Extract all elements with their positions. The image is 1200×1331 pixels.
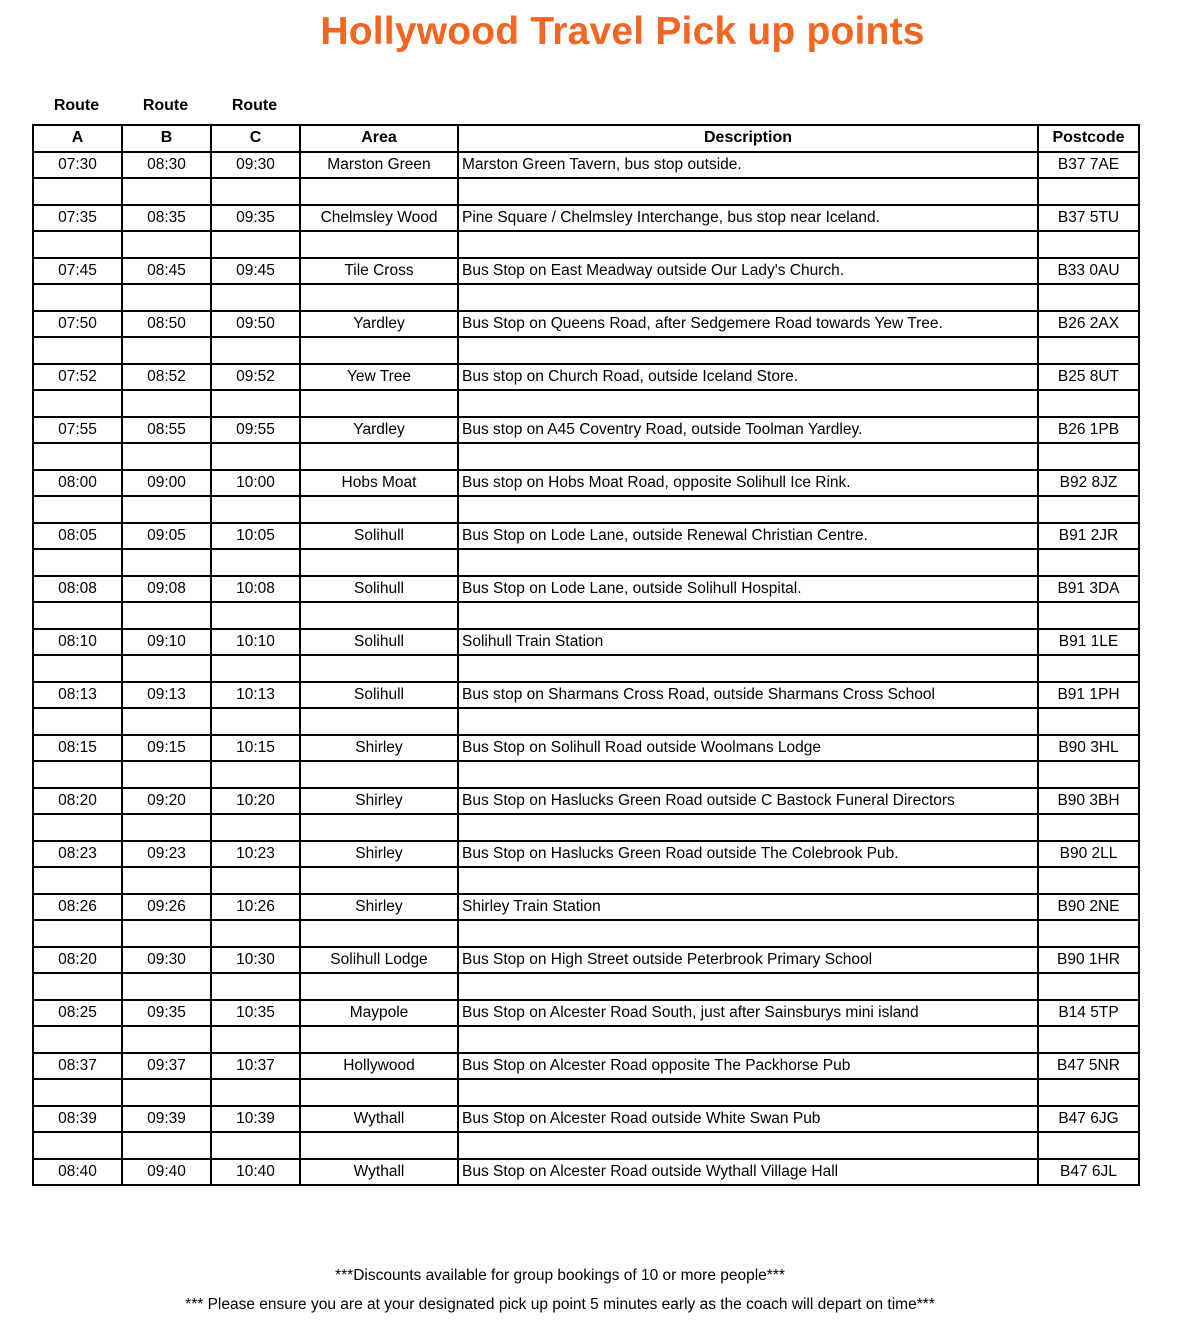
empty-cell bbox=[33, 178, 122, 205]
route-b-time: 09:23 bbox=[122, 841, 211, 868]
route-label-b: Route bbox=[142, 97, 189, 114]
postcode-cell: B25 8UT bbox=[1038, 364, 1139, 391]
spacer-row bbox=[33, 1026, 1139, 1053]
empty-cell bbox=[211, 496, 300, 523]
route-c-time: 09:30 bbox=[211, 152, 300, 179]
empty-cell bbox=[1038, 920, 1139, 947]
empty-cell bbox=[1038, 814, 1139, 841]
empty-cell bbox=[33, 1026, 122, 1053]
empty-cell bbox=[122, 920, 211, 947]
empty-cell bbox=[211, 867, 300, 894]
area-cell: Shirley bbox=[300, 841, 458, 868]
empty-cell bbox=[300, 178, 458, 205]
empty-cell bbox=[211, 1079, 300, 1106]
spacer-row bbox=[33, 867, 1139, 894]
empty-cell bbox=[211, 814, 300, 841]
empty-cell bbox=[122, 1026, 211, 1053]
area-cell: Shirley bbox=[300, 735, 458, 762]
route-b-time: 09:05 bbox=[122, 523, 211, 550]
route-b-time: 08:45 bbox=[122, 258, 211, 285]
route-a-time: 08:05 bbox=[33, 523, 122, 550]
route-a-time: 07:35 bbox=[33, 205, 122, 232]
route-b-time: 08:50 bbox=[122, 311, 211, 338]
route-b-time: 08:52 bbox=[122, 364, 211, 391]
route-c-time: 10:08 bbox=[211, 576, 300, 603]
empty-cell bbox=[122, 443, 211, 470]
spacer-row bbox=[33, 708, 1139, 735]
empty-cell bbox=[122, 231, 211, 258]
route-a-time: 08:40 bbox=[33, 1159, 122, 1186]
area-cell: Marston Green bbox=[300, 152, 458, 179]
empty-cell bbox=[300, 867, 458, 894]
route-b-time: 09:15 bbox=[122, 735, 211, 762]
empty-cell bbox=[122, 761, 211, 788]
description-cell: Bus Stop on Alcester Road South, just after Sainsburys mini island bbox=[458, 1000, 1038, 1027]
table-row bbox=[33, 152, 1139, 179]
postcode-cell: B26 2AX bbox=[1038, 311, 1139, 338]
spacer-row bbox=[33, 655, 1139, 682]
postcode-cell: B91 3DA bbox=[1038, 576, 1139, 603]
description-cell: Bus stop on Church Road, outside Iceland Store. bbox=[458, 364, 1038, 391]
route-a-time: 07:55 bbox=[33, 417, 122, 444]
route-c-time: 09:35 bbox=[211, 205, 300, 232]
description-cell: Bus Stop on Alcester Road outside Wythall Village Hall bbox=[458, 1159, 1038, 1186]
empty-cell bbox=[300, 973, 458, 1000]
spacer-row bbox=[33, 496, 1139, 523]
postcode-cell: B47 6JG bbox=[1038, 1106, 1139, 1133]
pickup-points-table bbox=[32, 124, 1140, 1186]
route-a-time: 08:26 bbox=[33, 894, 122, 921]
empty-cell bbox=[458, 390, 1038, 417]
route-a-time: 08:08 bbox=[33, 576, 122, 603]
empty-cell bbox=[122, 1079, 211, 1106]
empty-cell bbox=[458, 655, 1038, 682]
table-row bbox=[33, 523, 1139, 550]
area-cell: Hollywood bbox=[300, 1053, 458, 1080]
description-cell: Bus Stop on Lode Lane, outside Solihull Hospital. bbox=[458, 576, 1038, 603]
route-c-time: 10:26 bbox=[211, 894, 300, 921]
route-c-time: 09:55 bbox=[211, 417, 300, 444]
route-b-time: 09:10 bbox=[122, 629, 211, 656]
empty-cell bbox=[1038, 284, 1139, 311]
punctuality-note: *** Please ensure you are at your designated pick up point 5 minutes early as the coach will depart on time*** bbox=[185, 1296, 935, 1313]
spacer-row bbox=[33, 973, 1139, 1000]
empty-cell bbox=[33, 1132, 122, 1159]
empty-cell bbox=[33, 549, 122, 576]
area-cell: Solihull bbox=[300, 523, 458, 550]
empty-cell bbox=[1038, 1079, 1139, 1106]
empty-cell bbox=[211, 602, 300, 629]
table-row bbox=[33, 470, 1139, 497]
empty-cell bbox=[122, 867, 211, 894]
description-cell: Bus stop on Sharmans Cross Road, outside Sharmans Cross School bbox=[458, 682, 1038, 709]
empty-cell bbox=[1038, 867, 1139, 894]
empty-cell bbox=[300, 337, 458, 364]
empty-cell bbox=[211, 178, 300, 205]
route-a-time: 08:39 bbox=[33, 1106, 122, 1133]
empty-cell bbox=[300, 231, 458, 258]
route-c-time: 09:45 bbox=[211, 258, 300, 285]
empty-cell bbox=[33, 390, 122, 417]
empty-cell bbox=[1038, 602, 1139, 629]
spacer-row bbox=[33, 284, 1139, 311]
empty-cell bbox=[300, 549, 458, 576]
spacer-row bbox=[33, 814, 1139, 841]
area-cell: Maypole bbox=[300, 1000, 458, 1027]
table-row bbox=[33, 629, 1139, 656]
route-b-time: 08:30 bbox=[122, 152, 211, 179]
table-row bbox=[33, 788, 1139, 815]
empty-cell bbox=[300, 814, 458, 841]
empty-cell bbox=[33, 814, 122, 841]
empty-cell bbox=[458, 814, 1038, 841]
empty-cell bbox=[211, 443, 300, 470]
empty-cell bbox=[122, 655, 211, 682]
empty-cell bbox=[300, 284, 458, 311]
postcode-cell: B47 5NR bbox=[1038, 1053, 1139, 1080]
column-header-route-b: B bbox=[122, 125, 211, 152]
empty-cell bbox=[458, 867, 1038, 894]
empty-cell bbox=[300, 708, 458, 735]
empty-cell bbox=[458, 549, 1038, 576]
empty-cell bbox=[122, 814, 211, 841]
table-row bbox=[33, 311, 1139, 338]
route-b-time: 09:40 bbox=[122, 1159, 211, 1186]
empty-cell bbox=[33, 231, 122, 258]
description-cell: Bus Stop on East Meadway outside Our Lady's Church. bbox=[458, 258, 1038, 285]
route-b-time: 09:39 bbox=[122, 1106, 211, 1133]
empty-cell bbox=[458, 178, 1038, 205]
route-a-time: 07:50 bbox=[33, 311, 122, 338]
postcode-cell: B90 2LL bbox=[1038, 841, 1139, 868]
empty-cell bbox=[1038, 708, 1139, 735]
empty-cell bbox=[458, 337, 1038, 364]
empty-cell bbox=[211, 708, 300, 735]
description-cell: Bus Stop on Queens Road, after Sedgemere Road towards Yew Tree. bbox=[458, 311, 1038, 338]
empty-cell bbox=[1038, 549, 1139, 576]
empty-cell bbox=[33, 973, 122, 1000]
spacer-row bbox=[33, 1132, 1139, 1159]
empty-cell bbox=[1038, 443, 1139, 470]
description-cell: Bus Stop on Haslucks Green Road outside C Bastock Funeral Directors bbox=[458, 788, 1038, 815]
empty-cell bbox=[1038, 655, 1139, 682]
empty-cell bbox=[1038, 1026, 1139, 1053]
description-cell: Bus Stop on High Street outside Peterbrook Primary School bbox=[458, 947, 1038, 974]
area-cell: Hobs Moat bbox=[300, 470, 458, 497]
area-cell: Yew Tree bbox=[300, 364, 458, 391]
empty-cell bbox=[211, 231, 300, 258]
route-c-time: 10:10 bbox=[211, 629, 300, 656]
route-a-time: 08:20 bbox=[33, 947, 122, 974]
area-cell: Solihull bbox=[300, 682, 458, 709]
route-c-time: 09:50 bbox=[211, 311, 300, 338]
postcode-cell: B33 0AU bbox=[1038, 258, 1139, 285]
description-cell: Solihull Train Station bbox=[458, 629, 1038, 656]
area-cell: Wythall bbox=[300, 1159, 458, 1186]
route-a-time: 07:45 bbox=[33, 258, 122, 285]
empty-cell bbox=[458, 496, 1038, 523]
empty-cell bbox=[33, 337, 122, 364]
postcode-cell: B91 1PH bbox=[1038, 682, 1139, 709]
empty-cell bbox=[300, 920, 458, 947]
empty-cell bbox=[33, 920, 122, 947]
route-label-c: Route bbox=[231, 97, 278, 114]
table-row bbox=[33, 417, 1139, 444]
route-label-a: Route bbox=[53, 97, 100, 114]
empty-cell bbox=[1038, 496, 1139, 523]
spacer-row bbox=[33, 602, 1139, 629]
empty-cell bbox=[211, 284, 300, 311]
table-row bbox=[33, 735, 1139, 762]
empty-cell bbox=[122, 178, 211, 205]
empty-cell bbox=[122, 284, 211, 311]
empty-cell bbox=[122, 708, 211, 735]
empty-cell bbox=[300, 602, 458, 629]
route-c-time: 10:15 bbox=[211, 735, 300, 762]
empty-cell bbox=[122, 337, 211, 364]
spacer-row bbox=[33, 178, 1139, 205]
area-cell: Tile Cross bbox=[300, 258, 458, 285]
empty-cell bbox=[300, 655, 458, 682]
spacer-row bbox=[33, 443, 1139, 470]
column-header-route-a: A bbox=[33, 125, 122, 152]
spacer-row bbox=[33, 1079, 1139, 1106]
postcode-cell: B90 3BH bbox=[1038, 788, 1139, 815]
empty-cell bbox=[458, 761, 1038, 788]
empty-cell bbox=[122, 973, 211, 1000]
empty-cell bbox=[33, 655, 122, 682]
empty-cell bbox=[458, 284, 1038, 311]
empty-cell bbox=[211, 920, 300, 947]
route-a-time: 08:25 bbox=[33, 1000, 122, 1027]
empty-cell bbox=[122, 1132, 211, 1159]
empty-cell bbox=[458, 708, 1038, 735]
route-c-time: 10:40 bbox=[211, 1159, 300, 1186]
table-row bbox=[33, 576, 1139, 603]
area-cell: Yardley bbox=[300, 417, 458, 444]
route-a-time: 08:37 bbox=[33, 1053, 122, 1080]
route-b-time: 09:37 bbox=[122, 1053, 211, 1080]
description-cell: Bus Stop on Alcester Road opposite The Packhorse Pub bbox=[458, 1053, 1038, 1080]
spacer-row bbox=[33, 390, 1139, 417]
empty-cell bbox=[122, 602, 211, 629]
empty-cell bbox=[33, 602, 122, 629]
area-cell: Wythall bbox=[300, 1106, 458, 1133]
description-cell: Bus stop on Hobs Moat Road, opposite Solihull Ice Rink. bbox=[458, 470, 1038, 497]
postcode-cell: B91 1LE bbox=[1038, 629, 1139, 656]
empty-cell bbox=[211, 549, 300, 576]
empty-cell bbox=[33, 496, 122, 523]
description-cell: Shirley Train Station bbox=[458, 894, 1038, 921]
route-b-time: 09:00 bbox=[122, 470, 211, 497]
route-c-time: 10:20 bbox=[211, 788, 300, 815]
table-row bbox=[33, 1000, 1139, 1027]
page-title: Hollywood Travel Pick up points bbox=[320, 10, 925, 53]
area-cell: Yardley bbox=[300, 311, 458, 338]
route-a-time: 08:20 bbox=[33, 788, 122, 815]
empty-cell bbox=[458, 602, 1038, 629]
route-c-time: 10:39 bbox=[211, 1106, 300, 1133]
empty-cell bbox=[211, 1026, 300, 1053]
description-cell: Bus Stop on Haslucks Green Road outside The Colebrook Pub. bbox=[458, 841, 1038, 868]
route-a-time: 08:00 bbox=[33, 470, 122, 497]
spacer-row bbox=[33, 337, 1139, 364]
empty-cell bbox=[33, 284, 122, 311]
empty-cell bbox=[33, 1079, 122, 1106]
route-b-time: 09:35 bbox=[122, 1000, 211, 1027]
empty-cell bbox=[211, 1132, 300, 1159]
empty-cell bbox=[1038, 178, 1139, 205]
postcode-cell: B92 8JZ bbox=[1038, 470, 1139, 497]
area-cell: Chelmsley Wood bbox=[300, 205, 458, 232]
table-row bbox=[33, 364, 1139, 391]
column-header-postcode: Postcode bbox=[1038, 125, 1139, 152]
empty-cell bbox=[33, 761, 122, 788]
empty-cell bbox=[300, 1079, 458, 1106]
route-c-time: 10:13 bbox=[211, 682, 300, 709]
route-a-time: 08:15 bbox=[33, 735, 122, 762]
column-header-description: Description bbox=[458, 125, 1038, 152]
column-header-area: Area bbox=[300, 125, 458, 152]
route-c-time: 10:23 bbox=[211, 841, 300, 868]
route-c-time: 09:52 bbox=[211, 364, 300, 391]
route-b-time: 09:13 bbox=[122, 682, 211, 709]
empty-cell bbox=[33, 708, 122, 735]
empty-cell bbox=[211, 655, 300, 682]
route-c-time: 10:30 bbox=[211, 947, 300, 974]
postcode-cell: B14 5TP bbox=[1038, 1000, 1139, 1027]
area-cell: Shirley bbox=[300, 788, 458, 815]
postcode-cell: B47 6JL bbox=[1038, 1159, 1139, 1186]
empty-cell bbox=[300, 1132, 458, 1159]
description-cell: Bus Stop on Solihull Road outside Woolmans Lodge bbox=[458, 735, 1038, 762]
empty-cell bbox=[122, 496, 211, 523]
empty-cell bbox=[458, 920, 1038, 947]
route-a-time: 08:13 bbox=[33, 682, 122, 709]
empty-cell bbox=[211, 761, 300, 788]
empty-cell bbox=[300, 443, 458, 470]
route-a-time: 07:30 bbox=[33, 152, 122, 179]
table-row bbox=[33, 947, 1139, 974]
postcode-cell: B37 5TU bbox=[1038, 205, 1139, 232]
spacer-row bbox=[33, 761, 1139, 788]
empty-cell bbox=[1038, 761, 1139, 788]
empty-cell bbox=[300, 390, 458, 417]
route-b-time: 08:55 bbox=[122, 417, 211, 444]
postcode-cell: B37 7AE bbox=[1038, 152, 1139, 179]
route-c-time: 10:00 bbox=[211, 470, 300, 497]
route-c-time: 10:37 bbox=[211, 1053, 300, 1080]
empty-cell bbox=[122, 390, 211, 417]
route-a-time: 07:52 bbox=[33, 364, 122, 391]
empty-cell bbox=[1038, 231, 1139, 258]
description-cell: Bus Stop on Lode Lane, outside Renewal Christian Centre. bbox=[458, 523, 1038, 550]
empty-cell bbox=[122, 549, 211, 576]
empty-cell bbox=[1038, 390, 1139, 417]
route-b-time: 09:30 bbox=[122, 947, 211, 974]
column-header-route-c: C bbox=[211, 125, 300, 152]
empty-cell bbox=[33, 443, 122, 470]
empty-cell bbox=[458, 231, 1038, 258]
postcode-cell: B90 3HL bbox=[1038, 735, 1139, 762]
empty-cell bbox=[1038, 973, 1139, 1000]
postcode-cell: B90 1HR bbox=[1038, 947, 1139, 974]
empty-cell bbox=[211, 337, 300, 364]
empty-cell bbox=[1038, 1132, 1139, 1159]
route-b-time: 08:35 bbox=[122, 205, 211, 232]
area-cell: Shirley bbox=[300, 894, 458, 921]
route-c-time: 10:05 bbox=[211, 523, 300, 550]
discount-note: ***Discounts available for group bookings of 10 or more people*** bbox=[335, 1267, 785, 1284]
table-row bbox=[33, 205, 1139, 232]
empty-cell bbox=[300, 496, 458, 523]
table-row bbox=[33, 894, 1139, 921]
route-b-time: 09:26 bbox=[122, 894, 211, 921]
empty-cell bbox=[458, 1132, 1038, 1159]
table-row bbox=[33, 1106, 1139, 1133]
empty-cell bbox=[300, 1026, 458, 1053]
empty-cell bbox=[458, 973, 1038, 1000]
area-cell: Solihull bbox=[300, 576, 458, 603]
empty-cell bbox=[211, 973, 300, 1000]
area-cell: Solihull Lodge bbox=[300, 947, 458, 974]
empty-cell bbox=[300, 761, 458, 788]
description-cell: Pine Square / Chelmsley Interchange, bus stop near Iceland. bbox=[458, 205, 1038, 232]
description-cell: Bus stop on A45 Coventry Road, outside Toolman Yardley. bbox=[458, 417, 1038, 444]
route-b-time: 09:20 bbox=[122, 788, 211, 815]
route-c-time: 10:35 bbox=[211, 1000, 300, 1027]
empty-cell bbox=[1038, 337, 1139, 364]
spacer-row bbox=[33, 920, 1139, 947]
route-b-time: 09:08 bbox=[122, 576, 211, 603]
table-row bbox=[33, 841, 1139, 868]
empty-cell bbox=[211, 390, 300, 417]
table-body bbox=[33, 152, 1139, 1186]
postcode-cell: B26 1PB bbox=[1038, 417, 1139, 444]
spacer-row bbox=[33, 231, 1139, 258]
table-row bbox=[33, 1159, 1139, 1186]
postcode-cell: B90 2NE bbox=[1038, 894, 1139, 921]
area-cell: Solihull bbox=[300, 629, 458, 656]
description-cell: Marston Green Tavern, bus stop outside. bbox=[458, 152, 1038, 179]
empty-cell bbox=[458, 1079, 1038, 1106]
postcode-cell: B91 2JR bbox=[1038, 523, 1139, 550]
empty-cell bbox=[458, 1026, 1038, 1053]
table-header-row bbox=[33, 125, 1139, 152]
empty-cell bbox=[458, 443, 1038, 470]
route-a-time: 08:23 bbox=[33, 841, 122, 868]
spacer-row bbox=[33, 549, 1139, 576]
table-row bbox=[33, 682, 1139, 709]
empty-cell bbox=[33, 867, 122, 894]
table-row bbox=[33, 258, 1139, 285]
table-row bbox=[33, 1053, 1139, 1080]
route-a-time: 08:10 bbox=[33, 629, 122, 656]
description-cell: Bus Stop on Alcester Road outside White Swan Pub bbox=[458, 1106, 1038, 1133]
